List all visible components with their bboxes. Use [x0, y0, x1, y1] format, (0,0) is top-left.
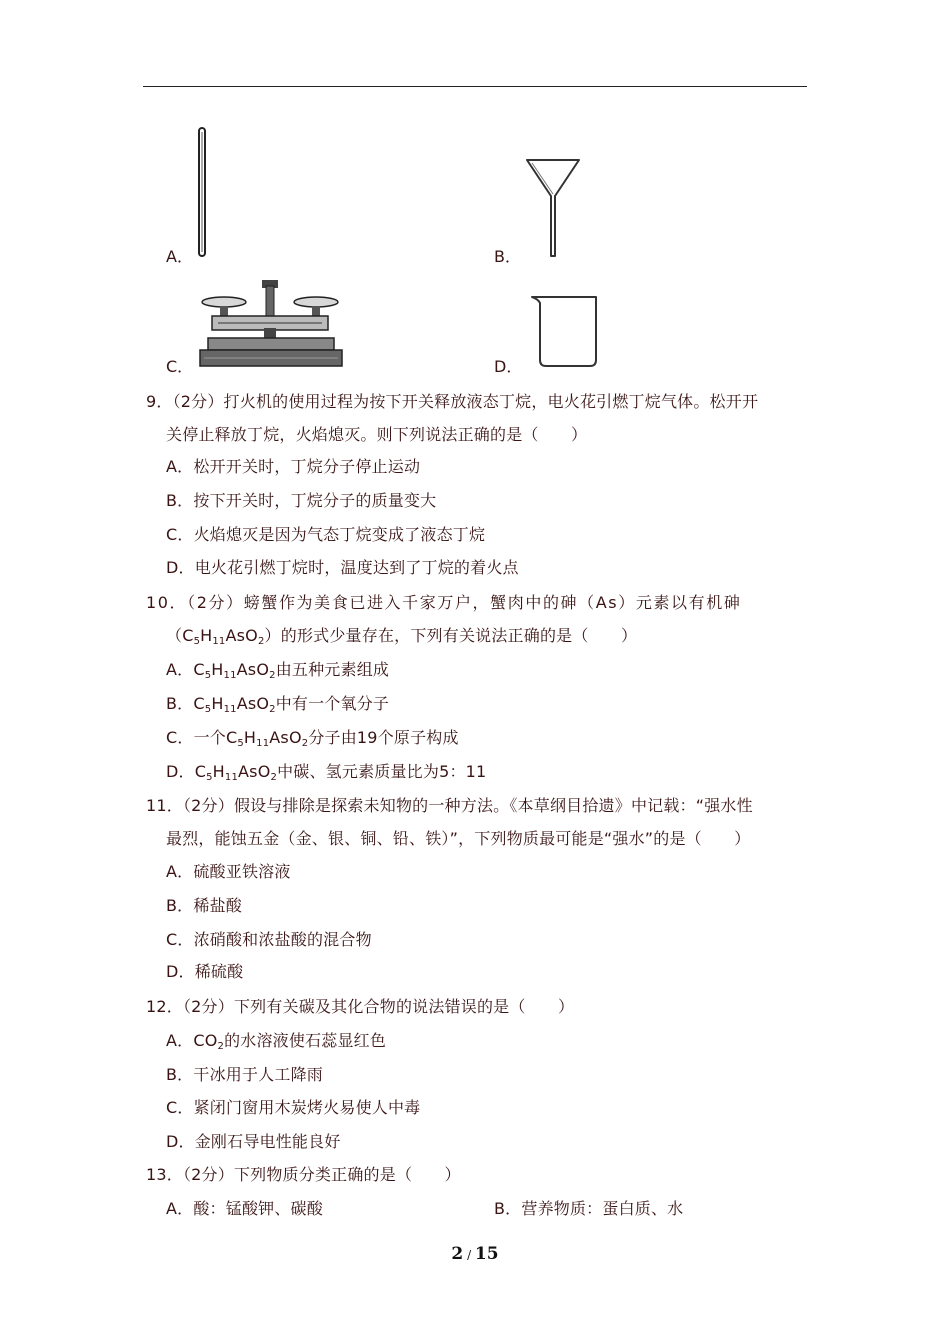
q9-stem-line2: 关停止释放丁烷，火焰熄灭。则下列说法正确的是（ ）	[166, 425, 588, 444]
q10-option-b: B．$C_5H_{11}AsO_2$中有一个氧分子	[166, 694, 390, 715]
q11-stem-line1: 11．（2分）假设与排除是探索未知物的一种方法。《本草纲目拾遗》中记载：“强水性	[146, 796, 753, 815]
q10-option-a: A．$C_5H_{11}AsO_2$由五种元素组成	[166, 660, 390, 681]
q11-option-b: B．稀盐酸	[166, 896, 242, 915]
q10-stem-line1: 10．（2分）螃蟹作为美食已进入千家万户，蟹肉中的砷（As）元素以有机砷	[146, 593, 742, 612]
q8-option-c-label: C．	[166, 357, 194, 376]
q12-option-a: A．$CO_2$的水溶液使石蕊显红色	[166, 1031, 387, 1052]
q13-option-b: B．营养物质：蛋白质、水	[494, 1199, 684, 1218]
q9-option-b: B．按下开关时，丁烷分子的质量变大	[166, 491, 437, 510]
q13-stem: 13．（2分）下列物质分类正确的是（ ）	[146, 1165, 461, 1184]
q9-stem-line1: 9．（2分）打火机的使用过程为按下开关释放液态丁烷，电火花引燃丁烷气体。松开开	[146, 392, 759, 411]
funnel-icon	[524, 156, 584, 262]
beaker-icon	[528, 294, 600, 370]
q13-option-a: A．酸：锰酸钾、碳酸	[166, 1199, 323, 1218]
q8-option-a-label: A．	[166, 247, 193, 266]
q9-option-a: A．松开开关时，丁烷分子停止运动	[166, 457, 421, 476]
q12-option-b: B．干冰用于人工降雨	[166, 1065, 323, 1084]
page-number: 2 / 15	[451, 1244, 499, 1264]
q9-option-c: C．火焰熄灭是因为气态丁烷变成了液态丁烷	[166, 525, 486, 544]
q8-option-d-label: D．	[494, 357, 523, 376]
q11-option-c: C．浓硝酸和浓盐酸的混合物	[166, 930, 372, 949]
q9-option-d: D．电火花引燃丁烷时，温度达到了丁烷的着火点	[166, 558, 519, 577]
header-rule	[143, 86, 807, 87]
q11-option-d: D．稀硫酸	[166, 962, 244, 981]
q12-option-c: C．紧闭门窗用木炭烤火易使人中毒	[166, 1098, 421, 1117]
q11-stem-line2: 最烈，能蚀五金（金、银、铜、铅、铁）”，下列物质最可能是“强水”的是（ ）	[166, 829, 751, 848]
q10-option-d: D．$C_5H_{11}AsO_2$中碳、氢元素质量比为5：11	[166, 762, 487, 783]
q8-option-b-label: B．	[494, 247, 521, 266]
balance-icon	[198, 278, 346, 370]
q10-stem-line2: $(C_5H_{11}AsO_2)$的形式少量存在，下列有关说法正确的是（ ）	[166, 626, 638, 647]
q11-option-a: A．硫酸亚铁溶液	[166, 862, 291, 881]
glass-rod-icon	[196, 126, 210, 260]
q12-stem: 12．（2分）下列有关碳及其化合物的说法错误的是（ ）	[146, 997, 575, 1016]
q12-option-d: D．金刚石导电性能良好	[166, 1132, 341, 1151]
q10-option-c: C．一个$C_5H_{11}AsO_2$分子由19个原子构成	[166, 728, 459, 749]
